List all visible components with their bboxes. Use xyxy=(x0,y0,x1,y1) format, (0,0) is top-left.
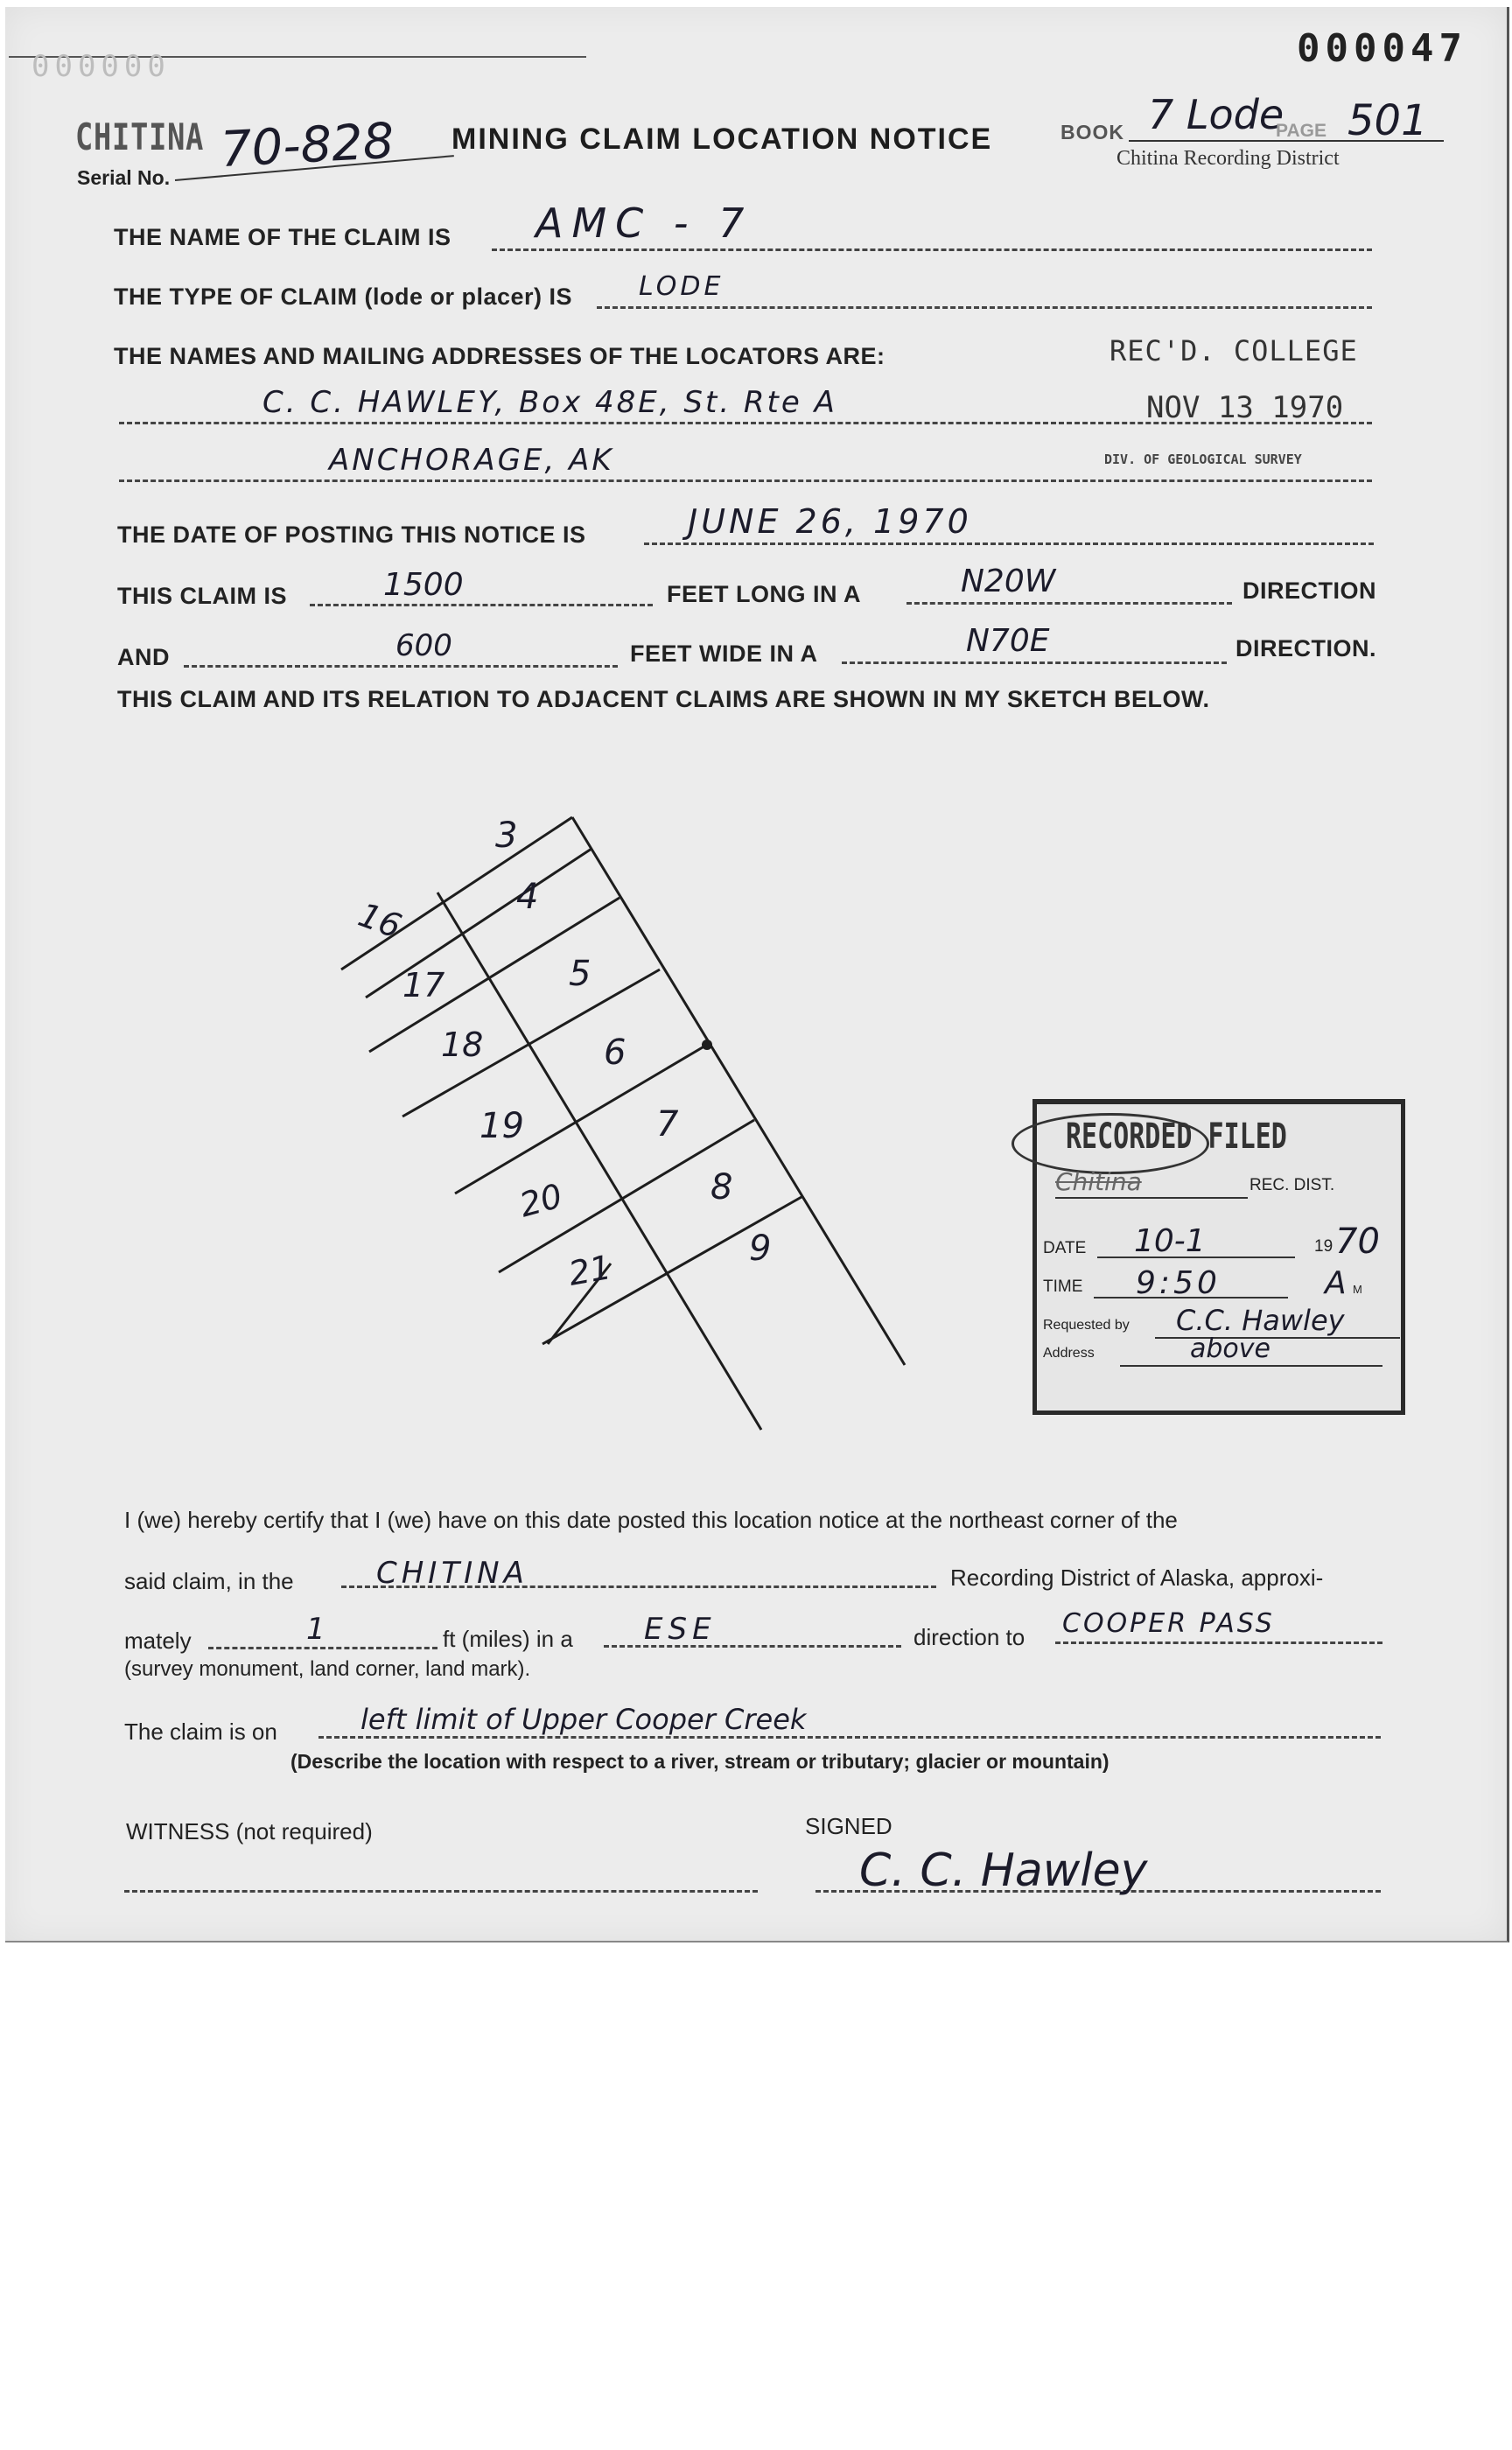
sketch-number: 17 xyxy=(402,966,445,1004)
filed-time-label: TIME xyxy=(1043,1278,1083,1296)
sketch-number: 16 xyxy=(353,895,407,946)
direction-label-2: DIRECTION. xyxy=(1236,635,1377,662)
filed-stamp-title: RECORDED FILED xyxy=(1066,1116,1287,1157)
book-label: BOOK xyxy=(1060,121,1124,144)
direction-to-label: direction to xyxy=(914,1624,1026,1650)
filed-date-label: DATE xyxy=(1043,1239,1087,1257)
feet-long-label: FEET LONG IN A xyxy=(667,581,861,607)
filed-ampm: A xyxy=(1325,1265,1347,1301)
type-label: THE TYPE OF CLAIM (lode or placer) IS xyxy=(114,284,573,310)
claim-width: 600 xyxy=(396,628,452,663)
serial-label: Serial No. xyxy=(77,166,171,189)
describe-label: (Describe the location with respect to a river, stream or tributary; glacier or mountain) xyxy=(290,1750,1110,1773)
received-stamp-date: NOV 13 1970 xyxy=(1146,390,1344,425)
sketch-number: 5 xyxy=(569,954,592,994)
feet-wide-label: FEET WIDE IN A xyxy=(630,640,818,667)
mately-label: mately xyxy=(124,1628,192,1654)
units-label: ft (miles) in a xyxy=(443,1626,573,1652)
sketch-number: 9 xyxy=(749,1228,772,1269)
survey-label: (survey monument, land corner, land mark). xyxy=(124,1657,531,1681)
sketch-number: 19 xyxy=(480,1106,524,1146)
filed-address: above xyxy=(1190,1334,1270,1364)
sketch-number: 7 xyxy=(656,1104,679,1144)
certify-direction: ESE xyxy=(644,1612,717,1647)
locator-line1: C. C. HAWLEY, Box 48E, St. Rte A xyxy=(262,385,837,420)
sketch-number: 8 xyxy=(710,1167,733,1208)
claim-on-label: The claim is on xyxy=(124,1718,277,1745)
requested-by: C.C. Hawley xyxy=(1176,1304,1345,1337)
landmark: COOPER PASS xyxy=(1062,1608,1275,1639)
certify-district: CHITINA xyxy=(376,1556,528,1591)
district-stamp: CHITINA xyxy=(75,116,205,158)
wide-direction: N70E xyxy=(966,623,1050,659)
rec-dist-label: REC. DIST. xyxy=(1250,1176,1335,1194)
received-stamp-line1: REC'D. COLLEGE xyxy=(1110,334,1358,368)
book-value: 7 Lode xyxy=(1148,91,1284,138)
filed-district: Chitina xyxy=(1055,1167,1142,1196)
claim-length: 1500 xyxy=(383,567,464,603)
sketch-number: 3 xyxy=(495,816,518,856)
locators-label: THE NAMES AND MAILING ADDRESSES OF THE LOCATORS ARE: xyxy=(114,343,886,369)
distance: 1 xyxy=(306,1612,326,1647)
sketch-label: THIS CLAIM AND ITS RELATION TO ADJACENT CLAIMS ARE SHOWN IN MY SKETCH BELOW. xyxy=(117,686,1210,712)
sketch-number: 20 xyxy=(515,1176,567,1225)
sketch-number: 6 xyxy=(604,1032,626,1073)
filed-time: 9:50 xyxy=(1136,1265,1221,1301)
faded-number: 000000 xyxy=(32,49,171,84)
name-label: THE NAME OF THE CLAIM IS xyxy=(114,224,452,250)
year-prefix: 19 xyxy=(1314,1237,1334,1256)
date-label: THE DATE OF POSTING THIS NOTICE IS xyxy=(117,522,586,548)
long-direction: N20W xyxy=(961,564,1056,599)
certify-line: I (we) hereby certify that I (we) have on this date posted this location notice at the northeast corner of the xyxy=(124,1507,1178,1533)
witness-label: WITNESS (not required) xyxy=(126,1818,373,1844)
length-label: THIS CLAIM IS xyxy=(117,583,287,609)
locator-line2: ANCHORAGE, AK xyxy=(329,443,614,478)
sketch-east-line xyxy=(572,817,905,1365)
page-value: 501 xyxy=(1348,96,1428,145)
said-claim-label: said claim, in the xyxy=(124,1568,294,1594)
posting-date: JUNE 26, 1970 xyxy=(688,502,972,541)
sketch-number: 18 xyxy=(441,1026,484,1064)
document-number: 000047 xyxy=(1297,26,1467,71)
claim-name: AMC - 7 xyxy=(536,200,753,247)
sketch-number: 4 xyxy=(516,877,539,917)
requested-label: Requested by xyxy=(1043,1318,1130,1333)
page-label: PAGE xyxy=(1276,121,1326,141)
claim-type: LODE xyxy=(639,271,724,302)
filed-ampm-suffix: M xyxy=(1353,1283,1362,1296)
sketch-number: 21 xyxy=(565,1248,614,1293)
page-title: MINING CLAIM LOCATION NOTICE xyxy=(452,122,993,156)
direction-label: DIRECTION xyxy=(1242,578,1376,604)
signature: C. C. Hawley xyxy=(859,1844,1148,1897)
filed-year: 70 xyxy=(1335,1222,1380,1262)
and-label: AND xyxy=(117,644,170,670)
filed-date: 10-1 xyxy=(1134,1223,1206,1259)
recording-district: Chitina Recording District xyxy=(1116,147,1340,170)
address-label: Address xyxy=(1043,1346,1095,1361)
sketch-center-line xyxy=(438,892,761,1430)
recording-district-label: Recording District of Alaska, approxi- xyxy=(950,1564,1324,1591)
received-stamp-line3: DIV. OF GEOLOGICAL SURVEY xyxy=(1104,452,1302,467)
signed-label: SIGNED xyxy=(805,1813,892,1839)
claim-location: left limit of Upper Cooper Creek xyxy=(360,1703,807,1736)
serial-value: 70-828 xyxy=(219,112,396,179)
